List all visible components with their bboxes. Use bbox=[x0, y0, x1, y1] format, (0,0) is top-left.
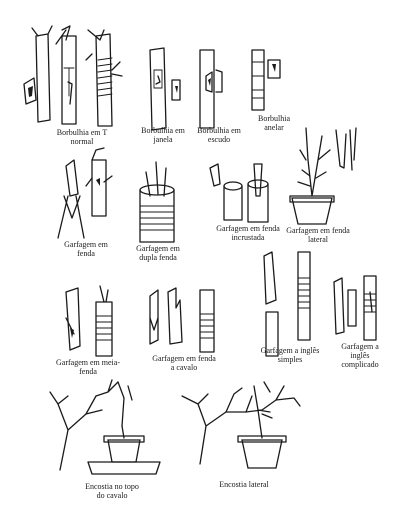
caption-shield-budding: Borbulhia em escudo bbox=[197, 126, 241, 144]
simple-whip-graft-sketch bbox=[264, 252, 310, 356]
whip-tongue-graft-sketch bbox=[334, 276, 376, 340]
half-cleft-graft-sketch bbox=[66, 286, 112, 356]
side-approach-graft-sketch bbox=[182, 382, 300, 468]
inlay-cleft-graft-sketch bbox=[210, 164, 268, 222]
caption-inlay-cleft-graft: Garfagem em fenda incrustada bbox=[216, 224, 280, 242]
double-cleft-graft-sketch bbox=[140, 162, 174, 242]
caption-cleft-graft: Garfagem em fenda bbox=[64, 240, 108, 258]
caption-double-cleft-graft: Garfagem em dupla fenda bbox=[136, 244, 180, 262]
ring-budding-sketch bbox=[252, 50, 280, 110]
caption-half-cleft-graft: Garfagem em meia- fenda bbox=[56, 358, 120, 376]
cleft-graft-sketch bbox=[58, 148, 112, 238]
shield-budding-sketch bbox=[200, 50, 222, 128]
caption-side-approach-graft: Encostia lateral bbox=[219, 480, 269, 489]
window-budding-sketch bbox=[150, 48, 180, 130]
caption-window-budding: Borbulhia em janela bbox=[141, 126, 185, 144]
saddle-cleft-graft-sketch bbox=[150, 288, 214, 352]
side-cleft-graft-sketch bbox=[290, 128, 356, 224]
t-budding-sketch bbox=[24, 26, 122, 126]
caption-top-approach-graft: Encostia no topo do cavalo bbox=[85, 482, 139, 500]
top-approach-graft-sketch bbox=[50, 380, 160, 474]
caption-simple-whip-graft: Garfagem a inglês simples bbox=[260, 346, 320, 364]
caption-saddle-cleft-graft: Garfagem em fenda a cavalo bbox=[152, 354, 216, 372]
caption-t-budding: Borbulhia em T normal bbox=[56, 128, 108, 146]
caption-side-cleft-graft: Garfagem em fenda lateral bbox=[286, 226, 350, 244]
caption-whip-tongue-graft: Garfagem a inglês complicado bbox=[341, 342, 379, 369]
caption-ring-budding: Borbulhia anelar bbox=[258, 114, 290, 132]
